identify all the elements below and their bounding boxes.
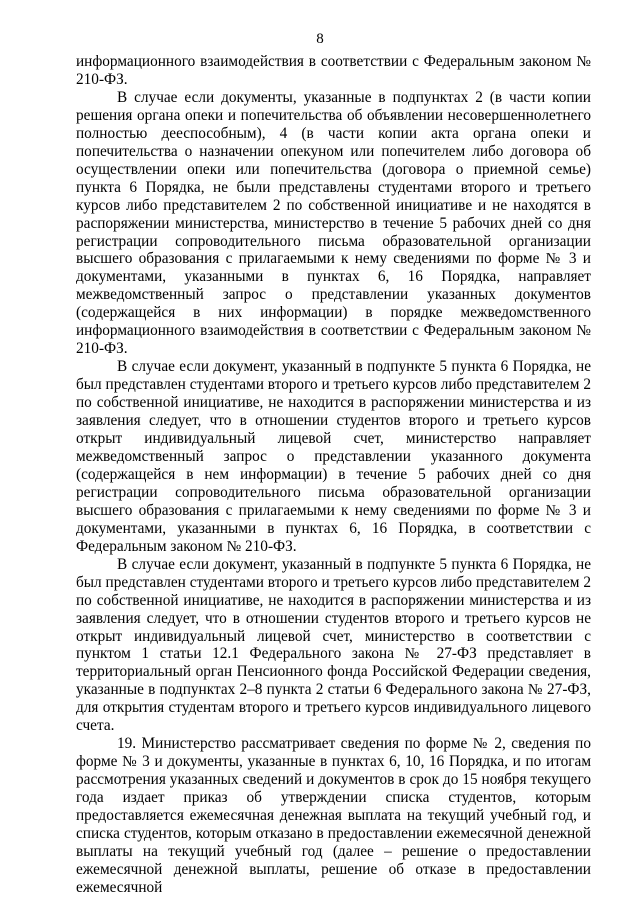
paragraph: В случае если документы, указанные в подпунктах 2 (в части копии решения органа опеки и попечительства об объявлении несовершеннолетнего полностью дееспособным), 4 (в части копии акта органа опеки и попечительства о назначении опекуном или попечителем либо договора об осуществлении опеки или попечительства (договора о приемной семье) пункта 6 Порядка, не были представлены студентами второго и третьего курсов либо представителем 2 по собственной инициативе и не находятся в распоряжении министерства, министерство в течение 5 рабочих дней со дня регистрации сопроводительного письма образовательной организации высшего образования с прилагаемыми к нему сведениями по форме № 3 и документами, указанными в пунктах 6, 16 Порядка, направляет межведомственный запрос о представлении указанных документов (содержащейся в них информации) в порядке межведомственного информационного взаимодействия в соответствии с Федеральным законом № 210-ФЗ. (76, 88, 591, 358)
paragraph-continuation: информационного взаимодействия в соответствии с Федеральным законом № 210-ФЗ. (76, 53, 591, 88)
paragraph: В случае если документ, указанный в подпункте 5 пункта 6 Порядка, не был представлен студентами второго и третьего курсов либо представителем 2 по собственной инициативе, не находится в распоряжении министерства и из заявления следует, что в отношении студентов второго и третьего курсов открыт индивидуальный лицевой счет, министерство направляет межведомственный запрос о представлении указанного документа (содержащейся в нем информации) в течение 5 рабочих дней со дня регистрации сопроводительного письма образовательной организации высшего образования с прилагаемыми к нему сведениями по форме № 3 и документами, указанными в пунктах 6, 16 Порядка, в соответствии с Федеральным законом № 210-ФЗ. (76, 358, 591, 555)
paragraph-clause-19: 19. Министерство рассматривает сведения по форме № 2, сведения по форме № 3 и документы, указанные в пунктах 6, 10, 16 Порядка, и по итогам рассмотрения указанных сведений и документов в срок до 15 ноября текущего года издает приказ об утверждении списка студентов, которым предоставляется ежемесячная денежная выплата на текущий учебный год, и списка студентов, которым отказано в предоставлении ежемесячной денежной выплаты на текущий учебный год (далее – решение о предоставлении ежемесячной денежной выплаты, решение об отказе в предоставлении ежемесячной (76, 735, 591, 896)
paragraph: В случае если документ, указанный в подпункте 5 пункта 6 Порядка, не был представлен студентами второго и третьего курсов либо представителем 2 по собственной инициативе, не находится в распоряжении министерства и из заявления следует, что в отношении студентов второго и третьего курсов не открыт индивидуальный лицевой счет, министерство в соответствии с пунктом 1 статьи 12.1 Федерального закона № 27-ФЗ представляет в территориальный орган Пенсионного фонда Российской Федерации сведения, указанные в подпунктах 2–8 пункта 2 статьи 6 Федерального закона № 27-ФЗ, для открытия студентам второго и третьего курсов индивидуального лицевого счета. (76, 555, 591, 735)
document-body (76, 53, 591, 897)
page-number: 8 (316, 31, 324, 47)
